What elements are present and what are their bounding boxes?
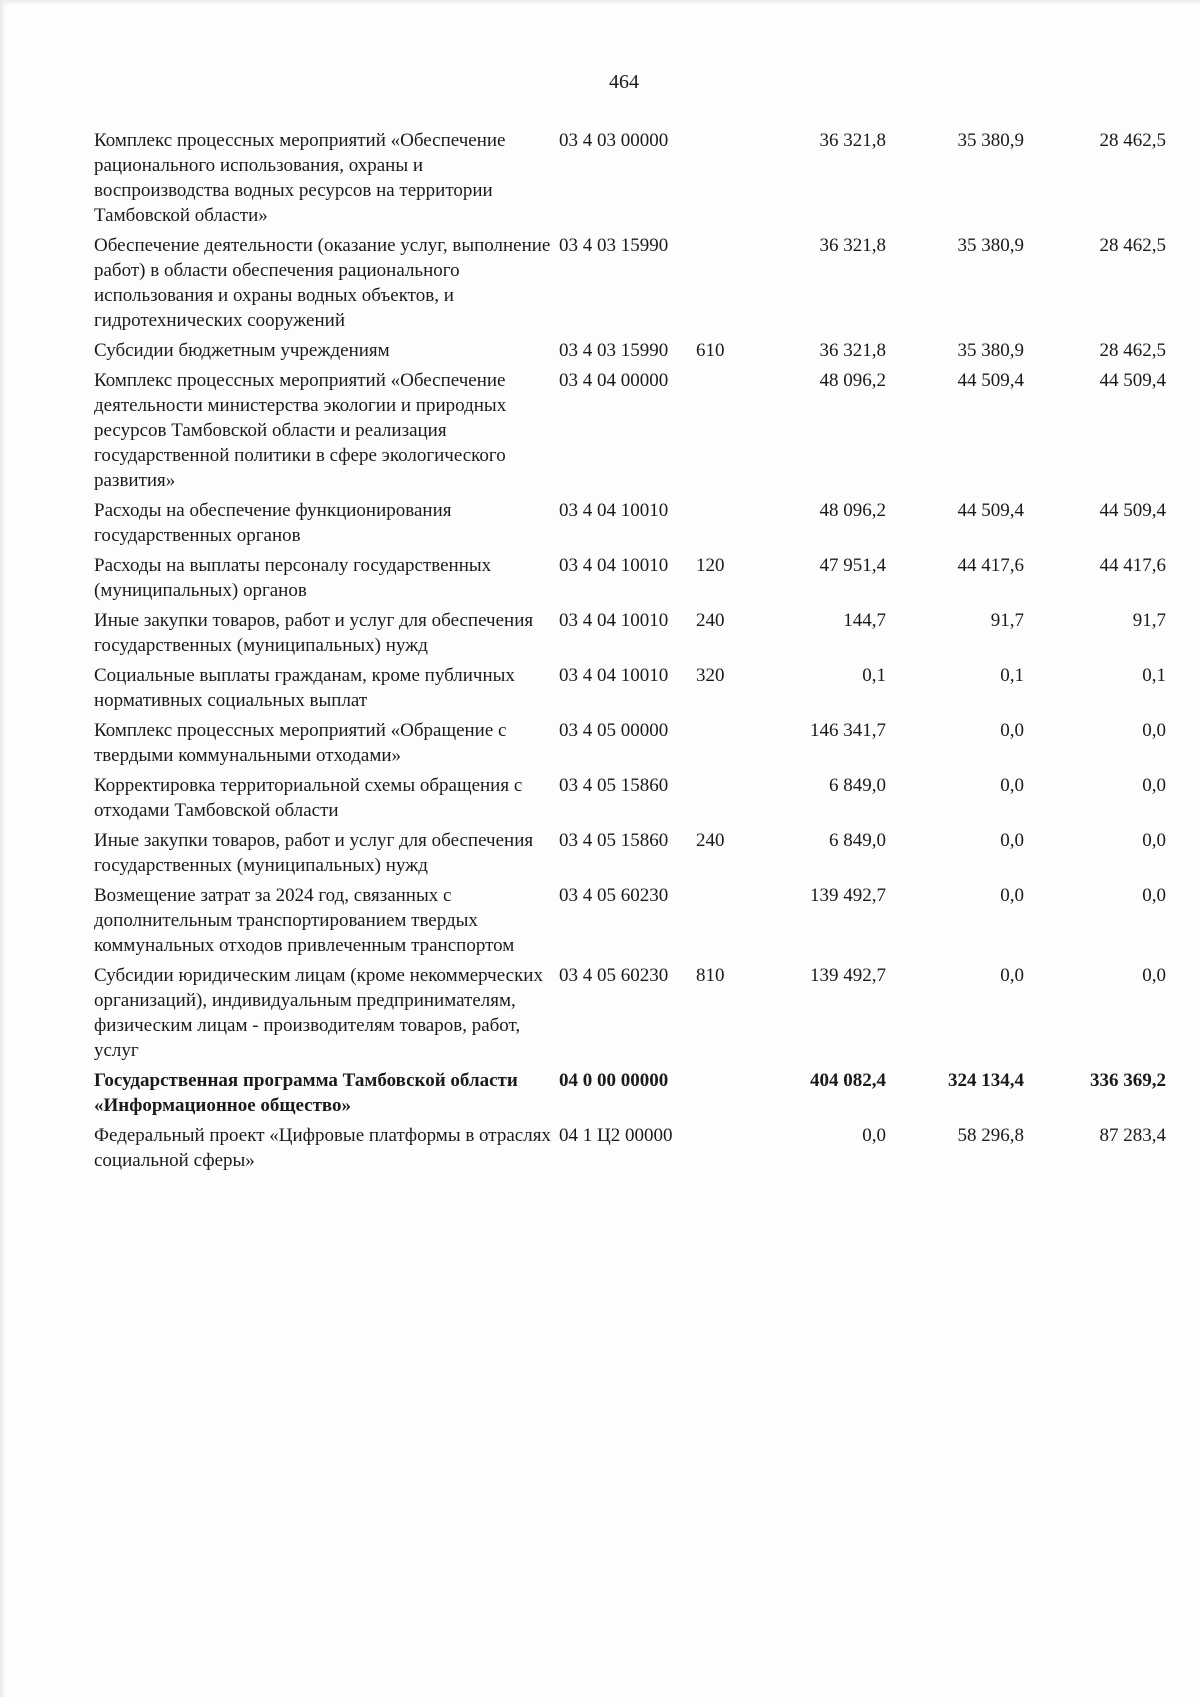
- row-code: 03 4 05 00000: [559, 720, 669, 741]
- row-amount-2: 44 509,4: [957, 370, 1024, 391]
- row-expense-type: [696, 773, 751, 828]
- row-code: 04 0 00 00000: [559, 1070, 669, 1091]
- row-expense-type: [696, 1068, 751, 1123]
- row-amount-1: 139 492,7: [810, 965, 886, 986]
- row-name: Субсидии бюджетным учреждениям: [94, 340, 390, 361]
- row-name: Субсидии юридическим лицам (кроме некоммерческих организаций), индивидуальным предпринимателям, физическим лицам - производителям товаров, работ, услуг: [94, 965, 543, 1061]
- row-amount-3: 0,0: [1142, 830, 1166, 851]
- row-expense-type: [696, 883, 751, 963]
- row-name: Федеральный проект «Цифровые платформы в отраслях социальной сферы»: [94, 1125, 551, 1171]
- row-amount-2: 35 380,9: [957, 235, 1024, 256]
- row-code: 03 4 05 60230: [559, 885, 669, 906]
- row-name: Иные закупки товаров, работ и услуг для обеспечения государственных (муниципальных) нужд: [94, 610, 534, 656]
- row-amount-1: 48 096,2: [819, 500, 886, 521]
- row-amount-3: 28 462,5: [1099, 235, 1166, 256]
- row-name: Социальные выплаты гражданам, кроме публичных нормативных социальных выплат: [94, 665, 515, 711]
- row-expense-type: [696, 233, 751, 338]
- row-amount-3: 44 417,6: [1099, 555, 1166, 576]
- row-amount-2: 44 417,6: [957, 555, 1024, 576]
- row-amount-2: 91,7: [990, 610, 1024, 631]
- row-amount-3: 28 462,5: [1099, 340, 1166, 361]
- row-amount-3: 0,0: [1142, 965, 1166, 986]
- row-amount-2: 324 134,4: [948, 1070, 1024, 1091]
- row-expense-type: 320: [696, 665, 725, 686]
- row-amount-1: 404 082,4: [810, 1070, 886, 1091]
- row-code: 03 4 03 15990: [559, 340, 669, 361]
- row-amount-2: 35 380,9: [957, 130, 1024, 151]
- table-row: [94, 883, 1166, 963]
- row-amount-3: 0,0: [1142, 775, 1166, 796]
- table-row: [94, 963, 1166, 1068]
- table-row: [94, 608, 1166, 663]
- row-name: Комплекс процессных мероприятий «Обеспечение деятельности министерства экологии и природных ресурсов Тамбовской области и реализация государственной политики в сфере экологического развития»: [94, 370, 507, 491]
- scan-edge-top: [0, 0, 1200, 5]
- row-code: 03 4 05 60230: [559, 965, 669, 986]
- row-expense-type: [696, 718, 751, 773]
- row-expense-type: 240: [696, 610, 725, 631]
- scan-edge-left: [0, 0, 6, 1697]
- row-amount-1: 0,1: [862, 665, 886, 686]
- row-amount-2: 0,1: [1000, 665, 1024, 686]
- row-code: 03 4 04 10010: [559, 665, 669, 686]
- row-code: 03 4 03 00000: [559, 130, 669, 151]
- row-code: 03 4 05 15860: [559, 775, 669, 796]
- table-row: [94, 368, 1166, 498]
- row-amount-3: 87 283,4: [1099, 1125, 1166, 1146]
- row-amount-2: 0,0: [1000, 830, 1024, 851]
- row-amount-1: 36 321,8: [819, 340, 886, 361]
- table-row: [94, 828, 1166, 883]
- row-name: Государственная программа Тамбовской области «Информационное общество»: [94, 1070, 518, 1116]
- row-amount-3: 336 369,2: [1090, 1070, 1166, 1091]
- row-name: Обеспечение деятельности (оказание услуг, выполнение работ) в области обеспечения рационального использования и охраны водных объектов, и гидротехнических сооружений: [94, 235, 551, 331]
- row-expense-type: 120: [696, 555, 725, 576]
- row-amount-1: 139 492,7: [810, 885, 886, 906]
- table-row: [94, 718, 1166, 773]
- row-code: 03 4 04 10010: [559, 610, 669, 631]
- row-expense-type: [696, 368, 751, 498]
- row-amount-1: 6 849,0: [829, 775, 886, 796]
- row-expense-type: [696, 1123, 751, 1178]
- row-amount-3: 91,7: [1132, 610, 1166, 631]
- table-row: [94, 233, 1166, 338]
- table-row: [94, 128, 1166, 233]
- row-amount-1: 0,0: [862, 1125, 886, 1146]
- row-name: Расходы на выплаты персоналу государственных (муниципальных) органов: [94, 555, 492, 601]
- row-name: Комплекс процессных мероприятий «Обеспечение рационального использования, охраны и воспроизводства водных ресурсов на территории Тамбовской области»: [94, 130, 506, 226]
- row-amount-1: 36 321,8: [819, 130, 886, 151]
- row-amount-1: 48 096,2: [819, 370, 886, 391]
- row-name: Иные закупки товаров, работ и услуг для обеспечения государственных (муниципальных) нужд: [94, 830, 534, 876]
- row-amount-1: 47 951,4: [819, 555, 886, 576]
- row-amount-2: 0,0: [1000, 885, 1024, 906]
- row-amount-2: 0,0: [1000, 775, 1024, 796]
- row-amount-3: 0,0: [1142, 885, 1166, 906]
- row-amount-2: 35 380,9: [957, 340, 1024, 361]
- budget-table: [94, 128, 1166, 1178]
- row-amount-1: 36 321,8: [819, 235, 886, 256]
- row-code: 03 4 04 10010: [559, 555, 669, 576]
- row-amount-1: 6 849,0: [829, 830, 886, 851]
- row-expense-type: [696, 128, 751, 233]
- table-row: [94, 773, 1166, 828]
- row-amount-3: 44 509,4: [1099, 370, 1166, 391]
- row-code: 03 4 04 00000: [559, 370, 669, 391]
- table-row: [94, 498, 1166, 553]
- row-amount-1: 146 341,7: [810, 720, 886, 741]
- row-name: Возмещение затрат за 2024 год, связанных с дополнительным транспортированием твердых коммунальных отходов привлеченным транспортом: [94, 885, 515, 956]
- row-expense-type: 610: [696, 340, 725, 361]
- table-row: [94, 338, 1166, 368]
- table-row: [94, 553, 1166, 608]
- row-amount-1: 144,7: [843, 610, 886, 631]
- row-amount-3: 0,1: [1142, 665, 1166, 686]
- table-row: [94, 1123, 1166, 1178]
- row-name: Расходы на обеспечение функционирования государственных органов: [94, 500, 452, 546]
- row-name: Корректировка территориальной схемы обращения с отходами Тамбовской области: [94, 775, 523, 821]
- row-amount-2: 0,0: [1000, 720, 1024, 741]
- row-expense-type: [696, 498, 751, 553]
- row-expense-type: 810: [696, 965, 725, 986]
- row-expense-type: 240: [696, 830, 725, 851]
- table-row: [94, 663, 1166, 718]
- row-code: 04 1 Ц2 00000: [559, 1125, 673, 1146]
- row-code: 03 4 05 15860: [559, 830, 669, 851]
- row-amount-2: 44 509,4: [957, 500, 1024, 521]
- page-number: 464: [609, 71, 639, 93]
- row-amount-3: 0,0: [1142, 720, 1166, 741]
- table-row: [94, 1068, 1166, 1123]
- row-amount-2: 0,0: [1000, 965, 1024, 986]
- row-amount-3: 44 509,4: [1099, 500, 1166, 521]
- row-amount-2: 58 296,8: [957, 1125, 1024, 1146]
- row-code: 03 4 04 10010: [559, 500, 669, 521]
- row-name: Комплекс процессных мероприятий «Обращение с твердыми коммунальными отходами»: [94, 720, 507, 766]
- row-amount-3: 28 462,5: [1099, 130, 1166, 151]
- row-code: 03 4 03 15990: [559, 235, 669, 256]
